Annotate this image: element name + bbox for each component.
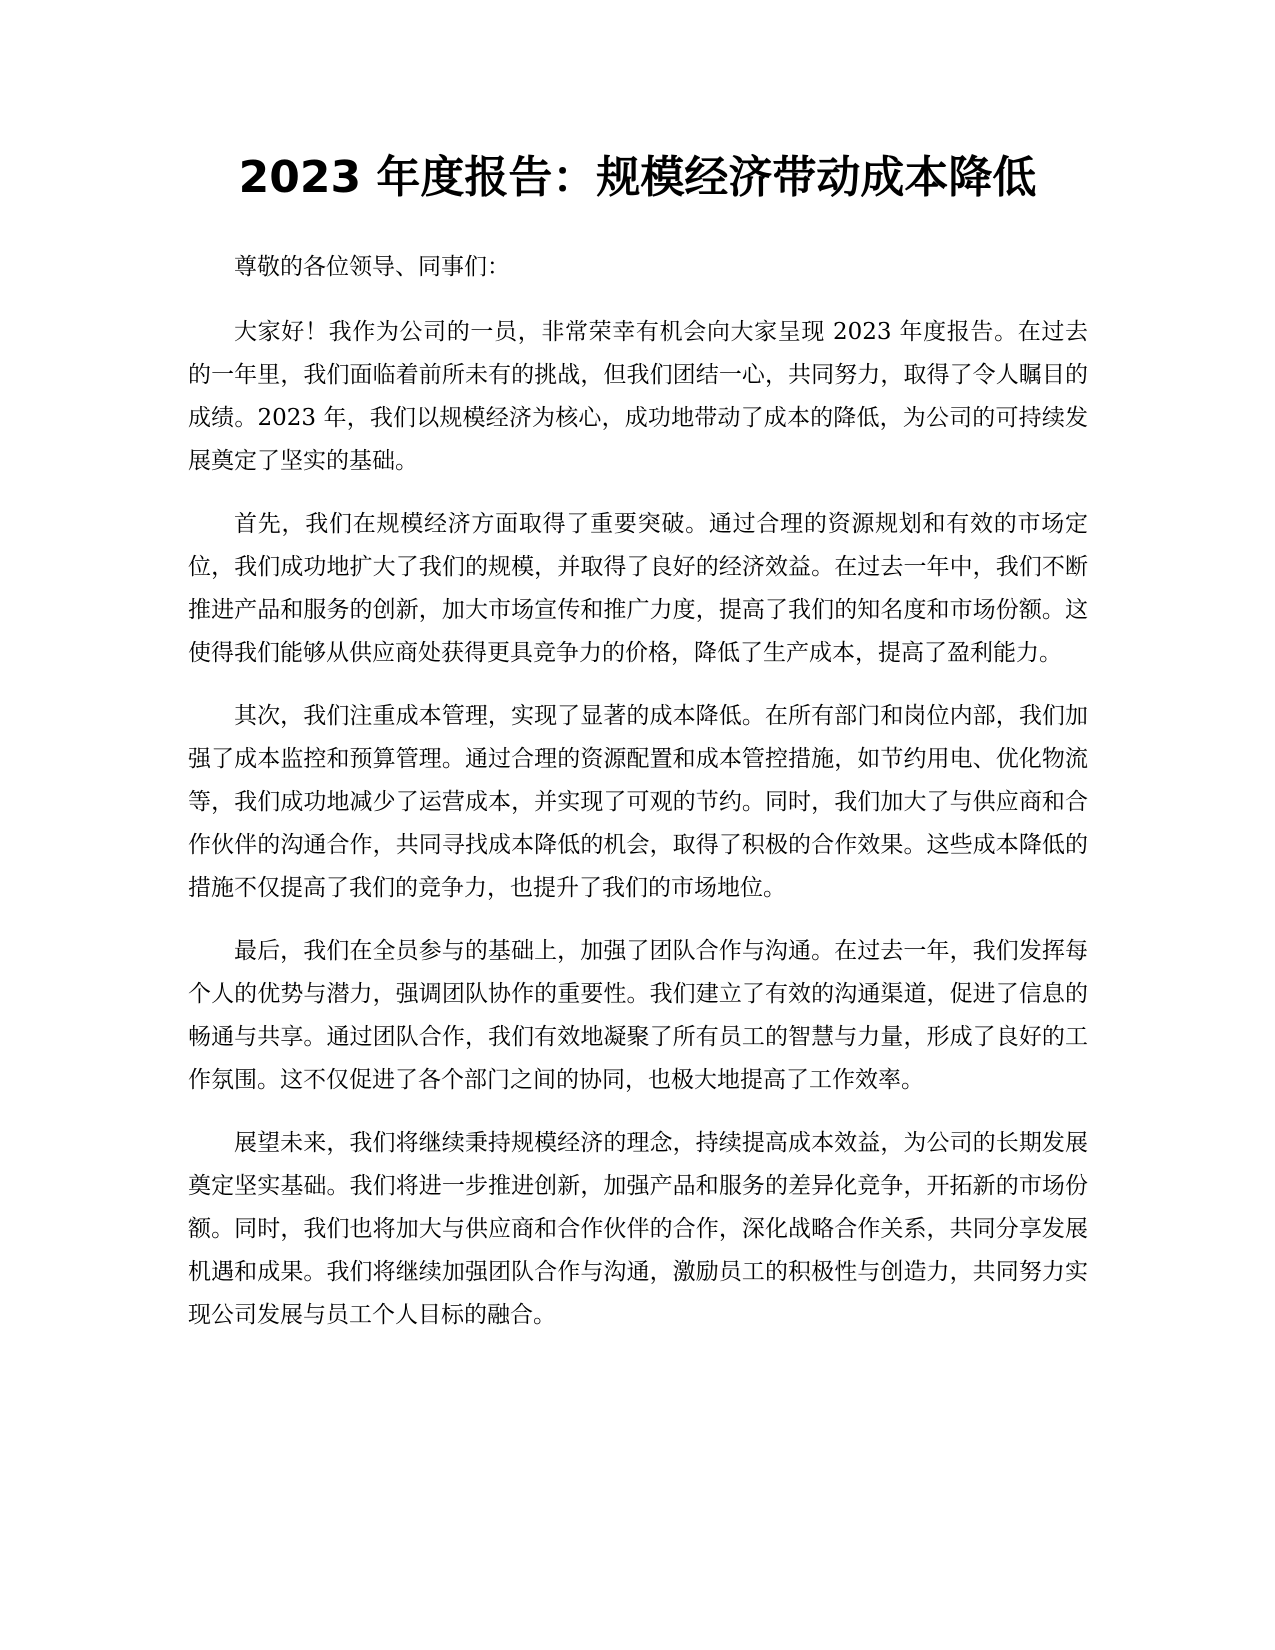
- paragraph-intro: 大家好！我作为公司的一员，非常荣幸有机会向大家呈现 2023 年度报告。在过去的一年里，我们面临着前所未有的挑战，但我们团结一心，共同努力，取得了令人瞩目的成绩。2023 年，我们以规模经济为核心，成功地带动了成本的降低，为公司的可持续发展奠定了坚实的基础。: [188, 319, 1088, 474]
- paragraph-scale-economy: 首先，我们在规模经济方面取得了重要突破。通过合理的资源规划和有效的市场定位，我们成功地扩大了我们的规模，并取得了良好的经济效益。在过去一年中，我们不断推进产品和服务的创新，加大市场宣传和推广力度，提高了我们的知名度和市场份额。这使得我们能够从供应商处获得更具竞争力的价格，降低了生产成本，提高了盈利能力。: [188, 511, 1088, 666]
- page-title: 2023 年度报告：规模经济带动成本降低: [238, 152, 1037, 203]
- paragraph-cost-management: 其次，我们注重成本管理，实现了显著的成本降低。在所有部门和岗位内部，我们加强了成本监控和预算管理。通过合理的资源配置和成本管控措施，如节约用电、优化物流等，我们成功地减少了运营成本，并实现了可观的节约。同时，我们加大了与供应商和合作伙伴的沟通合作，共同寻找成本降低的机会，取得了积极的合作效果。这些成本降低的措施不仅提高了我们的竞争力，也提升了我们的市场地位。: [188, 703, 1088, 901]
- paragraph-outlook: 展望未来，我们将继续秉持规模经济的理念，持续提高成本效益，为公司的长期发展奠定坚实基础。我们将进一步推进创新，加强产品和服务的差异化竞争，开拓新的市场份额。同时，我们也将加大与供应商和合作伙伴的合作，深化战略合作关系，共同分享发展机遇和成果。我们将继续加强团队合作与沟通，激励员工的积极性与创造力，共同努力实现公司发展与员工个人目标的融合。: [188, 1130, 1088, 1328]
- document-body: [188, 246, 1088, 1357]
- salutation: 尊敬的各位领导、同事们：: [234, 254, 510, 280]
- paragraph-teamwork: 最后，我们在全员参与的基础上，加强了团队合作与沟通。在过去一年，我们发挥每个人的优势与潜力，强调团队协作的重要性。我们建立了有效的沟通渠道，促进了信息的畅通与共享。通过团队合作，我们有效地凝聚了所有员工的智慧与力量，形成了良好的工作氛围。这不仅促进了各个部门之间的协同，也极大地提高了工作效率。: [188, 938, 1088, 1093]
